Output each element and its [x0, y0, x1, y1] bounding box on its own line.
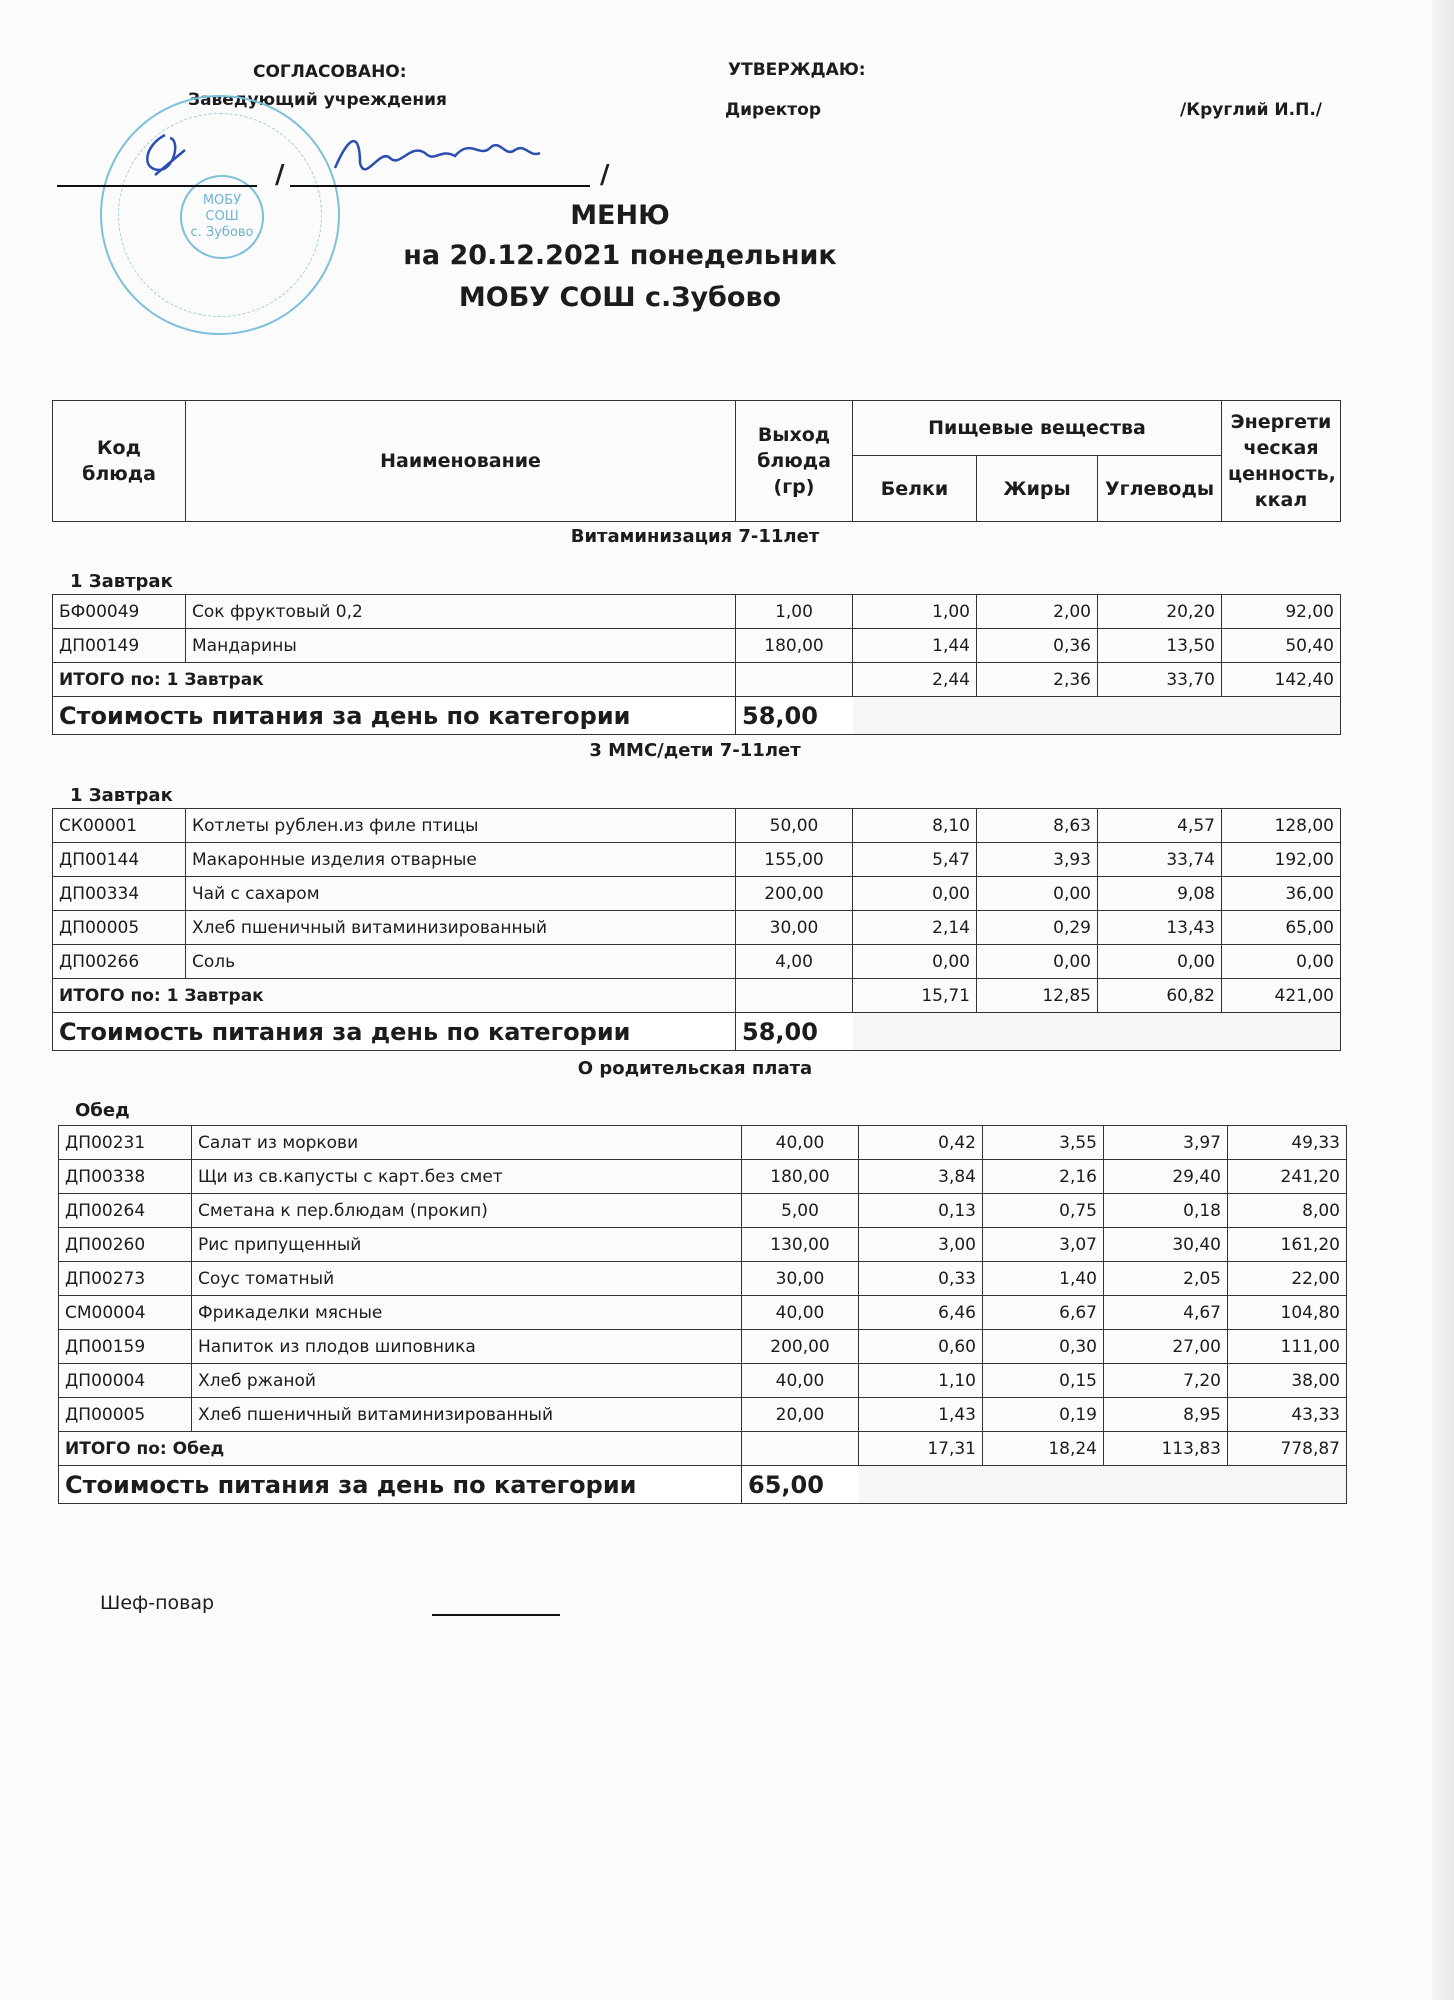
- dish-yield: 40,00: [742, 1364, 859, 1398]
- dish-protein: 3,84: [859, 1160, 983, 1194]
- stamp-line: МОБУ: [202, 193, 242, 208]
- dish-carbs: 7,20: [1104, 1364, 1228, 1398]
- total-label: ИТОГО по: 1 Завтрак: [53, 979, 736, 1013]
- dish-name: Сок фруктовый 0,2: [186, 595, 736, 629]
- dish-protein: 1,00: [853, 595, 977, 629]
- dish-name: Хлеб ржаной: [192, 1364, 742, 1398]
- dish-energy: 49,33: [1228, 1126, 1347, 1160]
- dish-energy: 241,20: [1228, 1160, 1347, 1194]
- dish-name: Чай с сахаром: [186, 877, 736, 911]
- table-row: [53, 629, 1341, 663]
- section-caption: 3 ММС/дети 7-11лет: [589, 740, 801, 761]
- dish-yield: 30,00: [736, 911, 853, 945]
- dish-fat: 0,29: [977, 911, 1098, 945]
- dish-carbs: 20,20: [1098, 595, 1222, 629]
- signature-icon: [330, 128, 550, 188]
- dish-protein: 0,42: [859, 1126, 983, 1160]
- dish-carbs: 0,00: [1098, 945, 1222, 979]
- dish-carbs: 27,00: [1104, 1330, 1228, 1364]
- table-row: [53, 809, 1341, 843]
- section-caption: О родительская плата: [577, 1058, 813, 1079]
- dish-name: Напиток из плодов шиповника: [192, 1330, 742, 1364]
- dish-code: ДП00334: [53, 877, 186, 911]
- dish-yield: 1,00: [736, 595, 853, 629]
- total-protein: 15,71: [853, 979, 977, 1013]
- header-code: Код блюда: [53, 401, 186, 522]
- dish-code: ДП00144: [53, 843, 186, 877]
- dish-yield: 200,00: [742, 1330, 859, 1364]
- dish-name: Хлеб пшеничный витаминизированный: [186, 911, 736, 945]
- header-name: Наименование: [186, 401, 736, 522]
- dish-yield: 50,00: [736, 809, 853, 843]
- dish-fat: 0,30: [983, 1330, 1104, 1364]
- signature-separator: /: [600, 160, 610, 190]
- approval-right-position: Директор: [725, 100, 821, 120]
- dish-name: Фрикаделки мясные: [192, 1296, 742, 1330]
- cost-value: 58,00: [736, 1013, 853, 1051]
- section-rows: [59, 1126, 1347, 1504]
- dish-energy: 36,00: [1222, 877, 1341, 911]
- dish-yield: 40,00: [742, 1126, 859, 1160]
- cost-empty: [859, 1466, 1347, 1504]
- dish-code: ДП00266: [53, 945, 186, 979]
- dish-code: ДП00004: [59, 1364, 192, 1398]
- dish-yield: 4,00: [736, 945, 853, 979]
- dish-yield: 200,00: [736, 877, 853, 911]
- dish-protein: 0,33: [859, 1262, 983, 1296]
- header-protein: Белки: [853, 456, 977, 522]
- dish-code: ДП00149: [53, 629, 186, 663]
- dish-protein: 8,10: [853, 809, 977, 843]
- dish-protein: 0,00: [853, 877, 977, 911]
- dish-name: Мандарины: [186, 629, 736, 663]
- meal-caption: Обед: [75, 1100, 130, 1121]
- header-carbs: Углеводы: [1098, 456, 1222, 522]
- cost-row: [53, 697, 1341, 735]
- section-caption: Витаминизация 7-11лет: [570, 526, 820, 547]
- dish-fat: 8,63: [977, 809, 1098, 843]
- dish-energy: 161,20: [1228, 1228, 1347, 1262]
- table-row: [59, 1194, 1347, 1228]
- page-edge: [1432, 0, 1454, 2000]
- dish-code: ДП00005: [59, 1398, 192, 1432]
- table-row: [53, 945, 1341, 979]
- dish-protein: 0,60: [859, 1330, 983, 1364]
- dish-protein: 1,43: [859, 1398, 983, 1432]
- dish-energy: 50,40: [1222, 629, 1341, 663]
- dish-code: ДП00260: [59, 1228, 192, 1262]
- cost-empty: [853, 1013, 1341, 1051]
- dish-fat: 3,07: [983, 1228, 1104, 1262]
- dish-carbs: 9,08: [1098, 877, 1222, 911]
- total-carbs: 113,83: [1104, 1432, 1228, 1466]
- cost-row: [59, 1466, 1347, 1504]
- header-energy: Энергети ческая ценность, ккал: [1222, 401, 1341, 522]
- menu-title: МЕНЮ: [570, 200, 670, 231]
- dish-energy: 104,80: [1228, 1296, 1347, 1330]
- dish-name: Салат из моркови: [192, 1126, 742, 1160]
- dish-carbs: 13,50: [1098, 629, 1222, 663]
- dish-fat: 6,67: [983, 1296, 1104, 1330]
- menu-school: МОБУ СОШ с.Зубово: [458, 282, 782, 313]
- cost-label: Стоимость питания за день по категории: [53, 1013, 736, 1051]
- dish-fat: 0,00: [977, 945, 1098, 979]
- dish-carbs: 0,18: [1104, 1194, 1228, 1228]
- section-table: [52, 808, 1341, 1051]
- dish-fat: 2,00: [977, 595, 1098, 629]
- signature-separator: /: [275, 160, 285, 190]
- approval-right-name: /Круглий И.П./: [1180, 100, 1323, 120]
- section-rows: [53, 809, 1341, 1051]
- dish-protein: 0,00: [853, 945, 977, 979]
- dish-carbs: 4,57: [1098, 809, 1222, 843]
- dish-energy: 192,00: [1222, 843, 1341, 877]
- dish-fat: 3,55: [983, 1126, 1104, 1160]
- dish-yield: 130,00: [742, 1228, 859, 1262]
- cost-value: 58,00: [736, 697, 853, 735]
- dish-name: Макаронные изделия отварные: [186, 843, 736, 877]
- dish-carbs: 2,05: [1104, 1262, 1228, 1296]
- dish-protein: 1,44: [853, 629, 977, 663]
- dish-fat: 3,93: [977, 843, 1098, 877]
- dish-code: СК00001: [53, 809, 186, 843]
- dish-energy: 38,00: [1228, 1364, 1347, 1398]
- dish-energy: 111,00: [1228, 1330, 1347, 1364]
- dish-yield: 30,00: [742, 1262, 859, 1296]
- dish-name: Хлеб пшеничный витаминизированный: [192, 1398, 742, 1432]
- dish-carbs: 30,40: [1104, 1228, 1228, 1262]
- table-row: [59, 1126, 1347, 1160]
- dish-protein: 6,46: [859, 1296, 983, 1330]
- dish-name: Рис припущенный: [192, 1228, 742, 1262]
- dish-carbs: 3,97: [1104, 1126, 1228, 1160]
- dish-name: Соус томатный: [192, 1262, 742, 1296]
- dish-carbs: 4,67: [1104, 1296, 1228, 1330]
- total-carbs: 60,82: [1098, 979, 1222, 1013]
- total-energy: 142,40: [1222, 663, 1341, 697]
- dish-yield: 20,00: [742, 1398, 859, 1432]
- cost-label: Стоимость питания за день по категории: [53, 697, 736, 735]
- menu-table-header: [52, 400, 1341, 522]
- dish-protein: 0,13: [859, 1194, 983, 1228]
- total-protein: 2,44: [853, 663, 977, 697]
- total-label: ИТОГО по: Обед: [59, 1432, 742, 1466]
- meal-caption: 1 Завтрак: [70, 785, 173, 806]
- chef-label: Шеф-повар: [100, 1592, 215, 1614]
- dish-energy: 22,00: [1228, 1262, 1347, 1296]
- dish-yield: 180,00: [736, 629, 853, 663]
- table-row: [53, 843, 1341, 877]
- dish-fat: 2,16: [983, 1160, 1104, 1194]
- dish-energy: 43,33: [1228, 1398, 1347, 1432]
- dish-carbs: 29,40: [1104, 1160, 1228, 1194]
- dish-fat: 0,36: [977, 629, 1098, 663]
- total-yield-empty: [736, 663, 853, 697]
- header-fat: Жиры: [977, 456, 1098, 522]
- approval-left-heading: СОГЛАСОВАНО:: [253, 62, 407, 82]
- table-row: [53, 877, 1341, 911]
- dish-carbs: 13,43: [1098, 911, 1222, 945]
- dish-code: СМ00004: [59, 1296, 192, 1330]
- dish-fat: 1,40: [983, 1262, 1104, 1296]
- total-energy: 778,87: [1228, 1432, 1347, 1466]
- total-carbs: 33,70: [1098, 663, 1222, 697]
- dish-carbs: 8,95: [1104, 1398, 1228, 1432]
- dish-name: Щи из св.капусты с карт.без смет: [192, 1160, 742, 1194]
- chef-signature-line: [432, 1614, 560, 1616]
- dish-code: ДП00338: [59, 1160, 192, 1194]
- dish-energy: 0,00: [1222, 945, 1341, 979]
- table-row: [59, 1228, 1347, 1262]
- total-fat: 12,85: [977, 979, 1098, 1013]
- signature-line: [57, 185, 257, 187]
- total-row: [53, 979, 1341, 1013]
- total-energy: 421,00: [1222, 979, 1341, 1013]
- total-fat: 18,24: [983, 1432, 1104, 1466]
- section-table: [52, 594, 1341, 735]
- dish-code: БФ00049: [53, 595, 186, 629]
- table-row: [53, 911, 1341, 945]
- table-row: [59, 1296, 1347, 1330]
- cost-row: [53, 1013, 1341, 1051]
- dish-protein: 2,14: [853, 911, 977, 945]
- approval-left-position: Заведующий учреждения: [188, 90, 447, 110]
- section-table: [58, 1125, 1347, 1504]
- header-nutrients: Пищевые вещества: [853, 401, 1222, 456]
- dish-code: ДП00231: [59, 1126, 192, 1160]
- dish-protein: 1,10: [859, 1364, 983, 1398]
- dish-code: ДП00159: [59, 1330, 192, 1364]
- table-row: [59, 1262, 1347, 1296]
- dish-yield: 5,00: [742, 1194, 859, 1228]
- cost-empty: [853, 697, 1341, 735]
- dish-energy: 92,00: [1222, 595, 1341, 629]
- dish-name: Котлеты рублен.из филе птицы: [186, 809, 736, 843]
- total-yield-empty: [736, 979, 853, 1013]
- dish-protein: 3,00: [859, 1228, 983, 1262]
- dish-yield: 155,00: [736, 843, 853, 877]
- total-fat: 2,36: [977, 663, 1098, 697]
- dish-carbs: 33,74: [1098, 843, 1222, 877]
- total-yield-empty: [742, 1432, 859, 1466]
- dish-energy: 65,00: [1222, 911, 1341, 945]
- dish-code: ДП00273: [59, 1262, 192, 1296]
- dish-fat: 0,15: [983, 1364, 1104, 1398]
- dish-yield: 180,00: [742, 1160, 859, 1194]
- total-row: [53, 663, 1341, 697]
- signature-line: [290, 185, 590, 187]
- initials-signature-icon: [135, 130, 195, 185]
- stamp-line: с. Зубово: [190, 225, 254, 240]
- section-rows: [53, 595, 1341, 735]
- dish-code: ДП00264: [59, 1194, 192, 1228]
- table-row: [59, 1330, 1347, 1364]
- cost-label: Стоимость питания за день по категории: [59, 1466, 742, 1504]
- total-label: ИТОГО по: 1 Завтрак: [53, 663, 736, 697]
- cost-value: 65,00: [742, 1466, 859, 1504]
- meal-caption: 1 Завтрак: [70, 571, 173, 592]
- approval-right-heading: УТВЕРЖДАЮ:: [728, 60, 866, 80]
- dish-yield: 40,00: [742, 1296, 859, 1330]
- total-protein: 17,31: [859, 1432, 983, 1466]
- header-yield: Выход блюда (гр): [736, 401, 853, 522]
- dish-name: Сметана к пер.блюдам (прокип): [192, 1194, 742, 1228]
- table-row: [53, 595, 1341, 629]
- dish-fat: 0,75: [983, 1194, 1104, 1228]
- dish-energy: 128,00: [1222, 809, 1341, 843]
- table-row: [59, 1364, 1347, 1398]
- dish-protein: 5,47: [853, 843, 977, 877]
- dish-energy: 8,00: [1228, 1194, 1347, 1228]
- dish-fat: 0,00: [977, 877, 1098, 911]
- stamp-line: СОШ: [205, 209, 239, 224]
- menu-date: на 20.12.2021 понедельник: [403, 240, 837, 271]
- table-row: [59, 1398, 1347, 1432]
- dish-fat: 0,19: [983, 1398, 1104, 1432]
- table-row: [59, 1160, 1347, 1194]
- total-row: [59, 1432, 1347, 1466]
- dish-code: ДП00005: [53, 911, 186, 945]
- dish-name: Соль: [186, 945, 736, 979]
